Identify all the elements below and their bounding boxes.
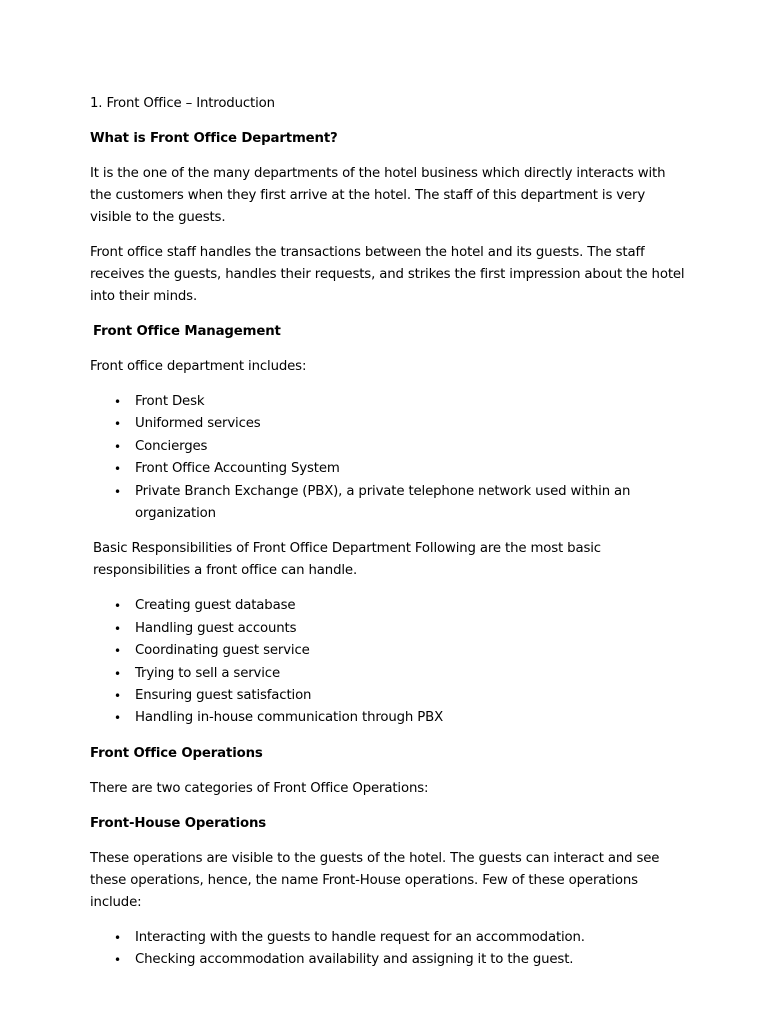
bullet-icon: • — [114, 711, 121, 726]
bullet-icon: • — [114, 644, 121, 659]
section-title-what-is-front-office: What is Front Office Department? — [90, 131, 338, 146]
section-title-front-office-management: Front Office Management — [93, 324, 281, 339]
department-list — [90, 391, 690, 525]
bullet-icon: • — [114, 689, 121, 704]
list-item: • Interacting with the guests to handle request for an accommodation. — [90, 927, 690, 949]
paragraph-front-house: These operations are visible to the guests of the hotel. The guests can interact and see these operations, hence, the name Front-House operations. Few of these operations include: — [90, 850, 660, 910]
list-item: • Trying to sell a service — [90, 663, 690, 685]
bullet-icon: • — [114, 439, 121, 454]
list-item: • Coordinating guest service — [90, 640, 690, 662]
list-item: • Private Branch Exchange (PBX), a private telephone network used within an organization — [90, 481, 690, 526]
bullet-icon: • — [114, 621, 121, 636]
list-item: • Concierges — [90, 436, 690, 458]
list-item: • Creating guest database — [90, 595, 690, 617]
bullet-icon: • — [114, 462, 121, 477]
list-item: • Checking accommodation availability and assigning it to the guest. — [90, 949, 690, 971]
bullet-icon: • — [114, 395, 121, 409]
responsibilities-list — [90, 595, 690, 729]
document-body — [90, 93, 690, 985]
bullet-icon: • — [114, 417, 121, 432]
paragraph-two-categories: There are two categories of Front Office Operations: — [90, 780, 429, 796]
paragraph-basic-responsibilities: Basic Responsibilities of Front Office Department Following are the most basic responsibilities a front office can handle. — [93, 541, 601, 579]
bullet-icon: • — [114, 930, 121, 945]
list-item: • Front Office Accounting System — [90, 458, 690, 480]
bullet-icon: • — [114, 666, 121, 681]
section-title-front-office-operations: Front Office Operations — [90, 745, 263, 761]
paragraph-what-is-2: Front office staff handles the transactions between the hotel and its guests. The staff receives the guests, handles their requests, and strikes the first impression about the hotel into their minds. — [90, 245, 685, 304]
bullet-icon: • — [114, 953, 121, 968]
list-item: • Handling guest accounts — [90, 618, 690, 640]
document-heading: 1. Front Office – Introduction — [90, 96, 275, 111]
paragraph-department-includes: Front office department includes: — [90, 359, 307, 374]
section-title-front-house-operations: Front-House Operations — [90, 815, 267, 831]
paragraph-what-is-1: It is the one of the many departments of the hotel business which directly interacts with the customers when they first arrive at the hotel. The staff of this department is very visible to the guests. — [90, 166, 666, 225]
list-item: • Front Desk — [90, 391, 690, 413]
front-house-list — [90, 927, 690, 972]
bullet-icon: • — [114, 484, 121, 499]
list-item: • Uniformed services — [90, 413, 690, 435]
bullet-icon: • — [114, 599, 121, 614]
list-item: • Ensuring guest satisfaction — [90, 685, 690, 707]
list-item: • Handling in-house communication through PBX — [90, 707, 690, 729]
